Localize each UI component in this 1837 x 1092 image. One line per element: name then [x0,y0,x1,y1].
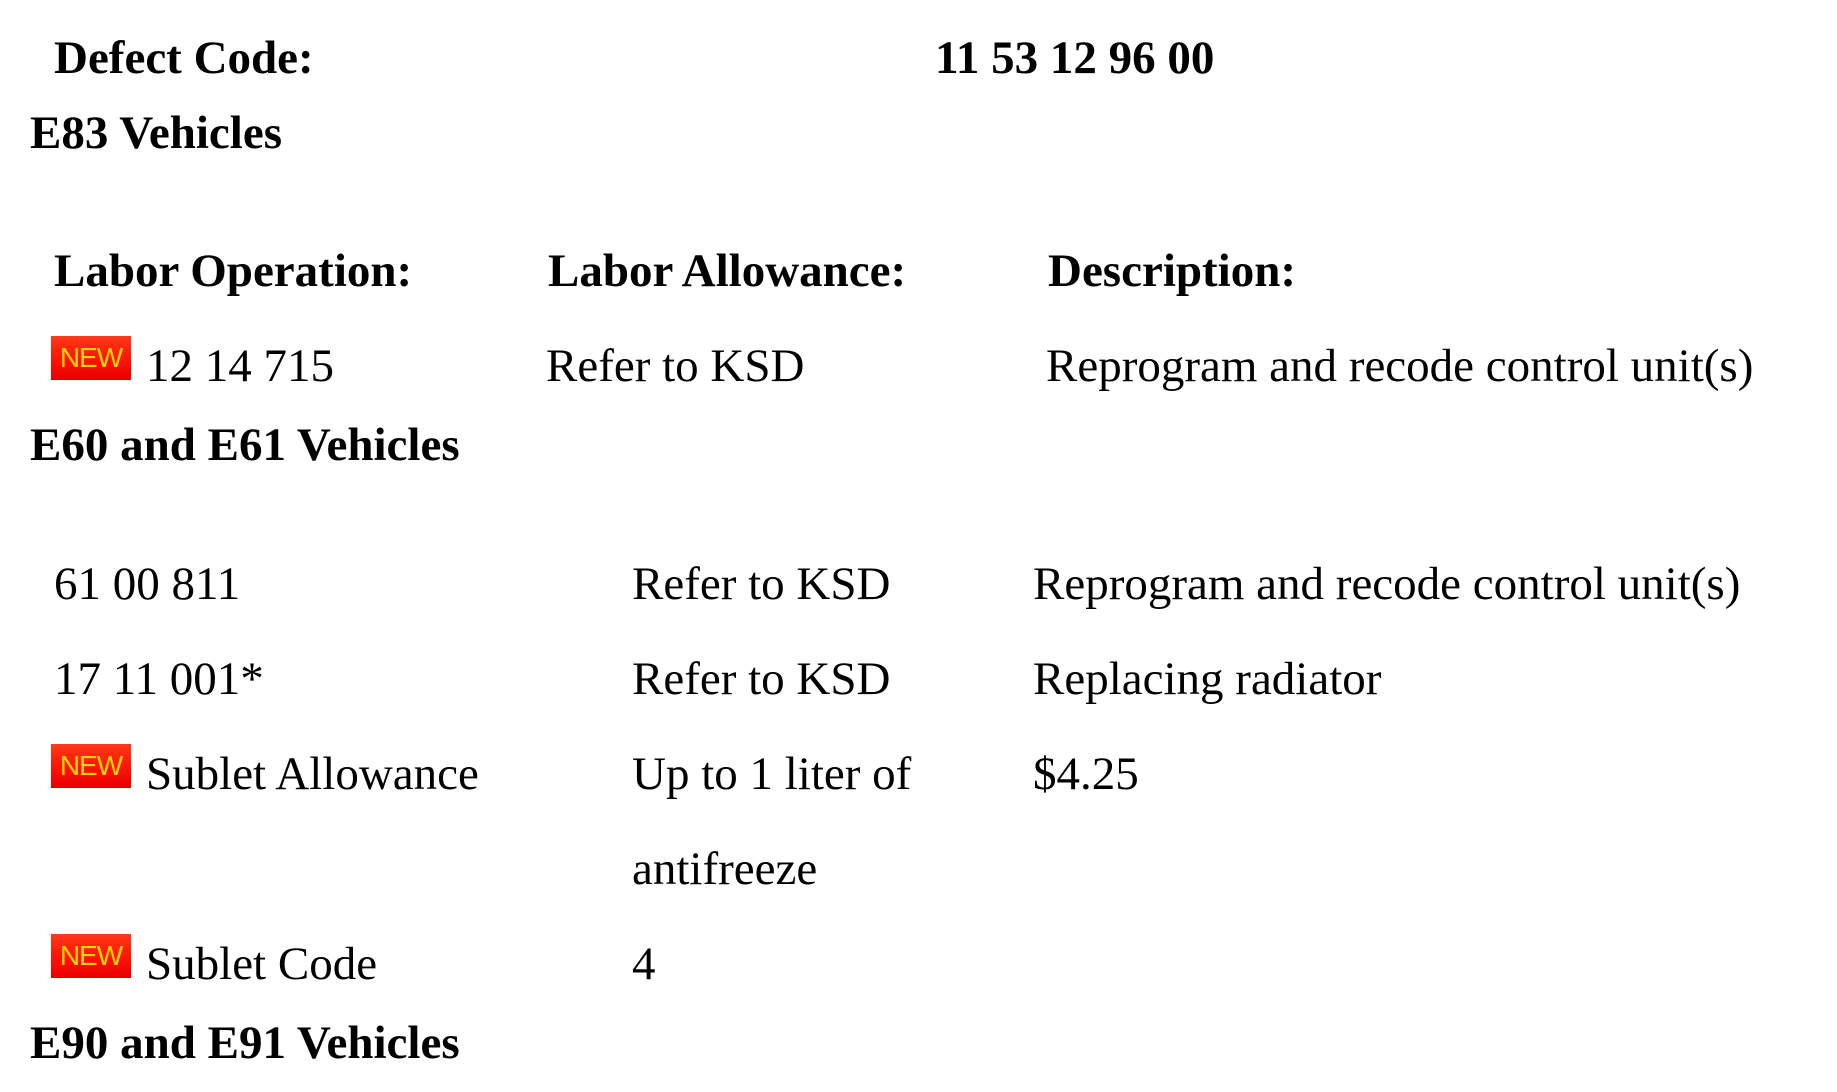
e60-row-3-allowance-line-1: Up to 1 liter of [632,748,912,800]
e60-row-3-description: $4.25 [1033,748,1139,800]
section-title-e90-e91: E90 and E91 Vehicles [30,1017,460,1069]
column-header-description: Description: [1048,245,1297,297]
defect-code-label: Defect Code: [54,32,314,84]
column-header-labor-allowance: Labor Allowance: [548,245,907,297]
e60-row-1-description: Reprogram and recode control unit(s) [1033,558,1741,610]
new-badge-icon: NEW [51,744,131,788]
e83-row-1-description: Reprogram and recode control unit(s) [1046,340,1754,392]
e60-row-3-operation: Sublet Allowance [146,748,479,800]
new-badge-icon: NEW [51,934,131,978]
e83-row-1-allowance: Refer to KSD [546,340,805,392]
e60-row-1-allowance: Refer to KSD [632,558,891,610]
section-title-e60-e61: E60 and E61 Vehicles [30,419,460,471]
e60-row-1-operation: 61 00 811 [54,558,241,610]
column-header-labor-operation: Labor Operation: [54,245,413,297]
e60-row-2-allowance: Refer to KSD [632,653,891,705]
e60-row-2-description: Replacing radiator [1033,653,1382,705]
e60-row-4-allowance: 4 [632,938,656,990]
section-title-e83: E83 Vehicles [30,107,283,159]
e83-row-1-operation: 12 14 715 [146,340,334,392]
e60-row-4-operation: Sublet Code [146,938,378,990]
e60-row-2-operation: 17 11 001* [54,653,264,705]
defect-code-value: 11 53 12 96 00 [935,32,1215,84]
new-badge-icon: NEW [51,336,131,380]
e60-row-3-allowance-line-2: antifreeze [632,843,818,895]
